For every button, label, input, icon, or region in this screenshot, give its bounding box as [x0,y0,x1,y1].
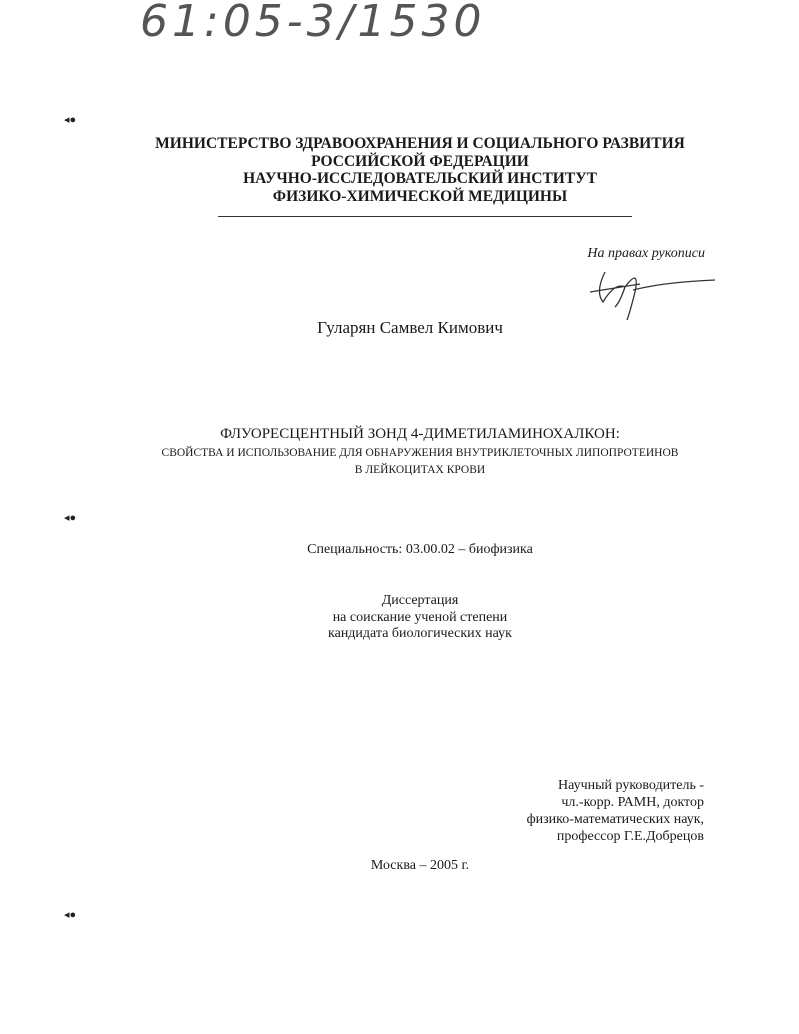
supervisor-block [480,777,704,845]
supervisor-line: физико-математических наук, [526,812,704,827]
degree-statement [260,593,580,643]
handwritten-archive-number: 61:05-3/1530 [140,0,486,47]
specialty: Специальность: 03.00.02 – биофизика [307,542,533,557]
supervisor-line: профессор Г.Е.Добрецов [556,829,704,844]
subtitle-line: В ЛЕЙКОЦИТАХ КРОВИ [354,464,486,476]
rights-note: На правах рукописи [587,246,705,261]
header-line: ФИЗИКО-ХИМИЧЕСКОЙ МЕДИЦИНЫ [272,187,568,205]
degree-line: кандидата биологических наук [328,626,512,641]
dissertation-title: ФЛУОРЕСЦЕНТНЫЙ ЗОНД 4-ДИМЕТИЛАМИНОХАЛКОН: [220,426,620,442]
subtitle-line: СВОЙСТВА И ИСПОЛЬЗОВАНИЕ ДЛЯ ОБНАРУЖЕНИЯ ВНУТРИКЛЕТОЧНЫХ ЛИПОПРОТЕИНОВ [161,447,679,459]
header-line: НАУЧНО-ИССЛЕДОВАТЕЛЬСКИЙ ИНСТИТУТ [243,170,597,187]
city-year: Москва – 2005 г. [370,858,470,873]
institution-header [100,135,740,205]
degree-line: на соискание ученой степени [332,609,508,625]
header-divider [218,216,632,217]
scan-mark: ◂● [64,909,77,921]
header-line: РОССИЙСКОЙ ФЕДЕРАЦИИ [311,152,529,170]
supervisor-line: Научный руководитель - [557,778,704,793]
supervisor-line: чл.-корр. РАМН, доктор [561,795,704,810]
author-name: Гуларян Самвел Кимович [317,318,503,337]
dissertation-subtitle [100,445,740,479]
degree-line: Диссертация [381,593,459,608]
header-line: МИНИСТЕРСТВО ЗДРАВООХРАНЕНИЯ И СОЦИАЛЬНОГО РАЗВИТИЯ [155,135,685,152]
scan-mark: ◂● [64,114,77,126]
signature-icon [585,262,720,324]
scan-mark: ◂● [64,512,77,524]
